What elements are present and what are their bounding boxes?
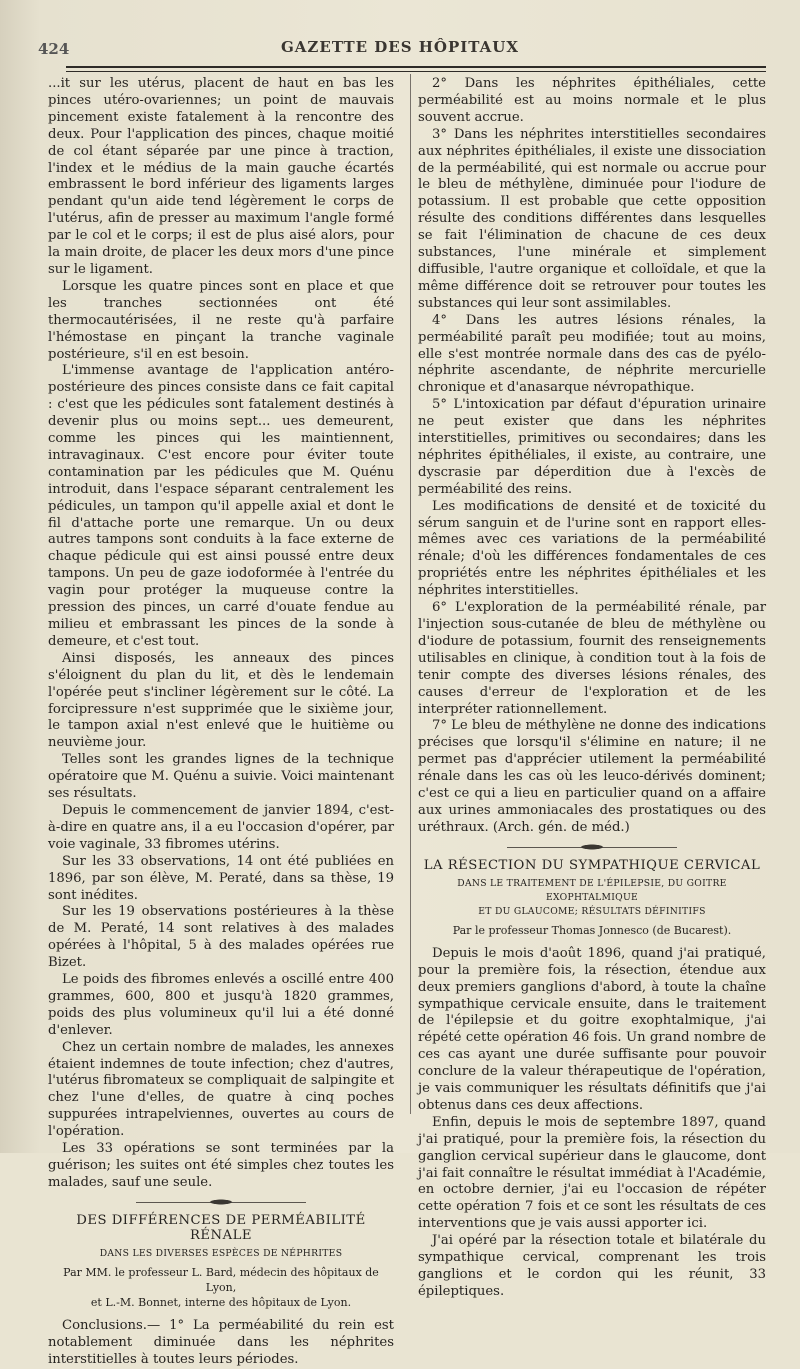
paragraph: Lorsque les quatre pinces sont en place et que les tranches sectionnées ont été thermocautérisées, il ne reste qu'à parfaire l'hémostase en pinçant la tranche vaginale postérieure, s'il en est besoin. — [48, 278, 394, 362]
paragraph: Depuis le mois d'août 1896, quand j'ai pratiqué, pour la première fois, la résection, étendue aux deux premiers ganglions d'abord, à toute la chaîne sympathique cervicale ensuite, dans le traitement de l'épilepsie et du goitre exophtalmique, j'ai répété cette opération 46 fois. Un grand nombre de ces cas ayant une durée suffisante pour pouvoir conclure de la valeur thérapeutique de l'opération, je vais communiquer les résultats définitifs que j'ai obtenus dans ces deux affections. — [418, 945, 766, 1113]
article-subtitle: DANS LE TRAITEMENT DE L'ÉPILEPSIE, DU GOITRE EXOPHTALMIQUE — [457, 877, 727, 903]
paragraph: Telles sont les grandes lignes de la technique opératoire que M. Quénu a suivie. Voici maintenant ses résultats. — [48, 752, 394, 802]
header-rule — [66, 66, 766, 68]
paragraph: Ainsi disposés, les anneaux des pinces s'éloignent du plan du lit, et dès le lendemain l'opérée peut s'incliner légèrement sur le côté. La forcipressure n'est supprimée que le sixième jour, le tampon axial n'est enlevé que le huitième ou neuvième jour. — [48, 650, 394, 751]
article-author: Par MM. le professeur L. Bard, médecin des hôpitaux de Lyon, — [63, 1265, 379, 1294]
paragraph: Les 33 opérations se sont terminées par la guérison; les suites ont été simples chez toutes les malades, sauf une seule. — [48, 1141, 394, 1190]
paragraph: Le poids des fibromes enlevés a oscillé entre 400 grammes, 600, 800 et jusqu'à 1820 grammes, poids des plus volumineux qu'il lui a été donné d'enlever. — [48, 972, 394, 1038]
article-title: DES DIFFÉRENCES DE PERMÉABILITÉ RÉNALE — [76, 1212, 366, 1243]
article-author: Par le professeur Thomas Jonnesco (de Bucarest). — [452, 923, 732, 937]
header-rule-thin — [66, 71, 766, 72]
article-subtitle: DANS LES DIVERSES ESPÈCES DE NÉPHRITES — [99, 1247, 343, 1259]
page-header — [0, 36, 800, 60]
paragraph: Sur les 33 observations, 14 ont été publiées en 1896, par son élève, M. Peraté, dans sa thèse, 19 sont inédites. — [48, 853, 394, 903]
paragraph: 4° Dans les autres lésions rénales, la perméabilité paraît peu modifiée; tout au moins, elle s'est montrée normale dans des cas de pyélo-néphrite ascendante, de néphrite mercurielle chronique et d'anasarque névropathique. — [418, 312, 766, 396]
paragraph: Conclusions.— 1° La perméabilité du rein est notablement diminuée dans les néphrites interstitielles à toutes leurs périodes. — [48, 1317, 394, 1367]
divider-ornament — [574, 843, 610, 851]
right-column — [418, 76, 766, 1301]
article-author: et L.-M. Bonnet, interne des hôpitaux de Lyon. — [90, 1295, 352, 1309]
paragraph: 2° Dans les néphrites épithéliales, cette perméabilité est au moins normale et le plus souvent accrue. — [418, 76, 766, 125]
paragraph: Les modifications de densité et de toxicité du sérum sanguin et de l'urine sont en rapport elles-mêmes avec ces variations de la perméabilité rénale; d'où les différences fondamentales de ces propriétés entre les néphrites épithéliales et les néphrites interstitielles. — [418, 498, 766, 599]
paragraph: 3° Dans les néphrites interstitielles secondaires aux néphrites épithéliales, il existe une dissociation de la perméabilité, qui est normale ou accrue pour le bleu de méthylène, diminuée pour l'iodure de potassium. Il est probable que cette opposition résulte des conditions différentes dans lesquelles se fait l'élimination de chacune de ces deux substances, l'une minérale et simplement diffusible, l'autre organique et colloïdale, et que la même différence doit se retrouver pour toutes les substances qui leur sont assimilables. — [418, 126, 766, 311]
paragraph: 5° L'intoxication par défaut d'épuration urinaire ne peut exister que dans les néphrites interstitielles, primitives ou secondaires; dans les néphrites épithéliales, il existe, au contraire, une dyscrasie par déperdition due à l'excès de perméabilité des reins. — [418, 397, 766, 497]
section-divider — [136, 1202, 306, 1203]
paragraph: J'ai opéré par la résection totale et bilatérale du sympathique cervical, comprenant les trois ganglions et le cordon qui les réunit, 33 épileptiques. — [418, 1233, 766, 1299]
left-column — [48, 76, 394, 1369]
paragraph: 6° L'exploration de la perméabilité rénale, par l'injection sous-cutanée de bleu de méthylène ou d'iodure de potassium, fournit des renseignements utilisables en clinique, à condition tout à la fois de tenir compte des diverses lésions rénales, des causes d'erreur de l'exploration et de les interpréter rationnellement. — [418, 600, 766, 717]
paragraph: Sur les 19 observations postérieures à la thèse de M. Peraté, 14 sont relatives à des malades opérées à l'hôpital, 5 à des malades opérées rue Bizet. — [48, 904, 394, 971]
paragraph: Chez un certain nombre de malades, les annexes étaient indemnes de toute infection; chez d'autres, l'utérus fibromateux se compliquait de salpingite et chez l'une d'elles, de quatre à cinq poches suppurées intrapelviennes, ouvertes au cours de l'opération. — [48, 1039, 394, 1140]
column-separator — [410, 74, 411, 1114]
divider-ornament — [203, 1198, 239, 1206]
paragraph: Enfin, depuis le mois de septembre 1897, quand j'ai pratiqué, pour la première fois, la résection du ganglion cervical supérieur dans le glaucome, dont j'ai fait connaître le résultat immédiat à l'Académie, en octobre dernier, j'ai eu l'occasion de répéter cette opération 7 fois et ce sont les résultats de ces interventions que je vais aussi apporter ici. — [418, 1114, 766, 1232]
paragraph: Depuis le commencement de janvier 1894, c'est-à-dire en quatre ans, il a eu l'occasion d'opérer, par voie vaginale, 33 fibromes utérins. — [48, 802, 394, 852]
section-divider — [507, 847, 677, 848]
paragraph: ...it sur les utérus, placent de haut en bas les pinces utéro-ovariennes; un point de mauvais pincement existe fatalement à la rencontre des deux. Pour l'application des pinces, chaque moitié de col étant séparée par une pince à traction, l'index et le médius de la main gauche écartés embrassent le bord inférieur des ligaments larges pendant qu'un aide tend légèrement le corps de l'utérus, afin de presser au maximum l'angle formé par le col et le corps; il est de plus aisé alors, pour la main droite, de placer les deux mors d'une pince sur le ligament. — [48, 76, 394, 277]
article-title: LA RÉSECTION DU SYMPATHIQUE CERVICAL — [423, 857, 761, 873]
article-subtitle: ET DU GLAUCOME; RÉSULTATS DÉFINITIFS — [478, 905, 706, 917]
running-title: GAZETTE DES HÔPITAUX — [280, 38, 519, 56]
page-number: 424 — [38, 40, 70, 58]
paragraph: 7° Le bleu de méthylène ne donne des indications précises que lorsqu'il s'élimine en nature; il ne permet pas d'apprécier utilement la perméabilité rénale dans les cas où les leuco-dérivés dominent; c'est ce qui a lieu en particulier quand on a affaire aux urines ammoniacales des prostatiques ou des uréthraux. (Arch. gén. de méd.) — [418, 718, 766, 835]
paragraph: L'immense avantage de l'application antéro-postérieure des pinces consiste dans ce fait capital : c'est que les pédicules sont fatalement destinés à devenir plus ou moins sept... ues demeurent, comme les pinces qui les maintiennent, intravaginaux. C'est encore pour éviter toute contamination par les pédicules que M. Quénu introduit, dans l'espace séparant centralement les pédicules, un tampon qu'il appelle axial et dont le fil d'attache porte une remarque. Un ou deux autres tampons sont conduits à la face externe de chaque pédicule qui est ainsi poussé entre deux tampons. Un peu de gaze iodoformée à l'entrée du vagin pour protéger la muqueuse contre la pression des pinces, un carré d'ouate fendue au milieu et embrassant les pinces de la sonde à demeure, et c'est tout. — [48, 363, 394, 649]
